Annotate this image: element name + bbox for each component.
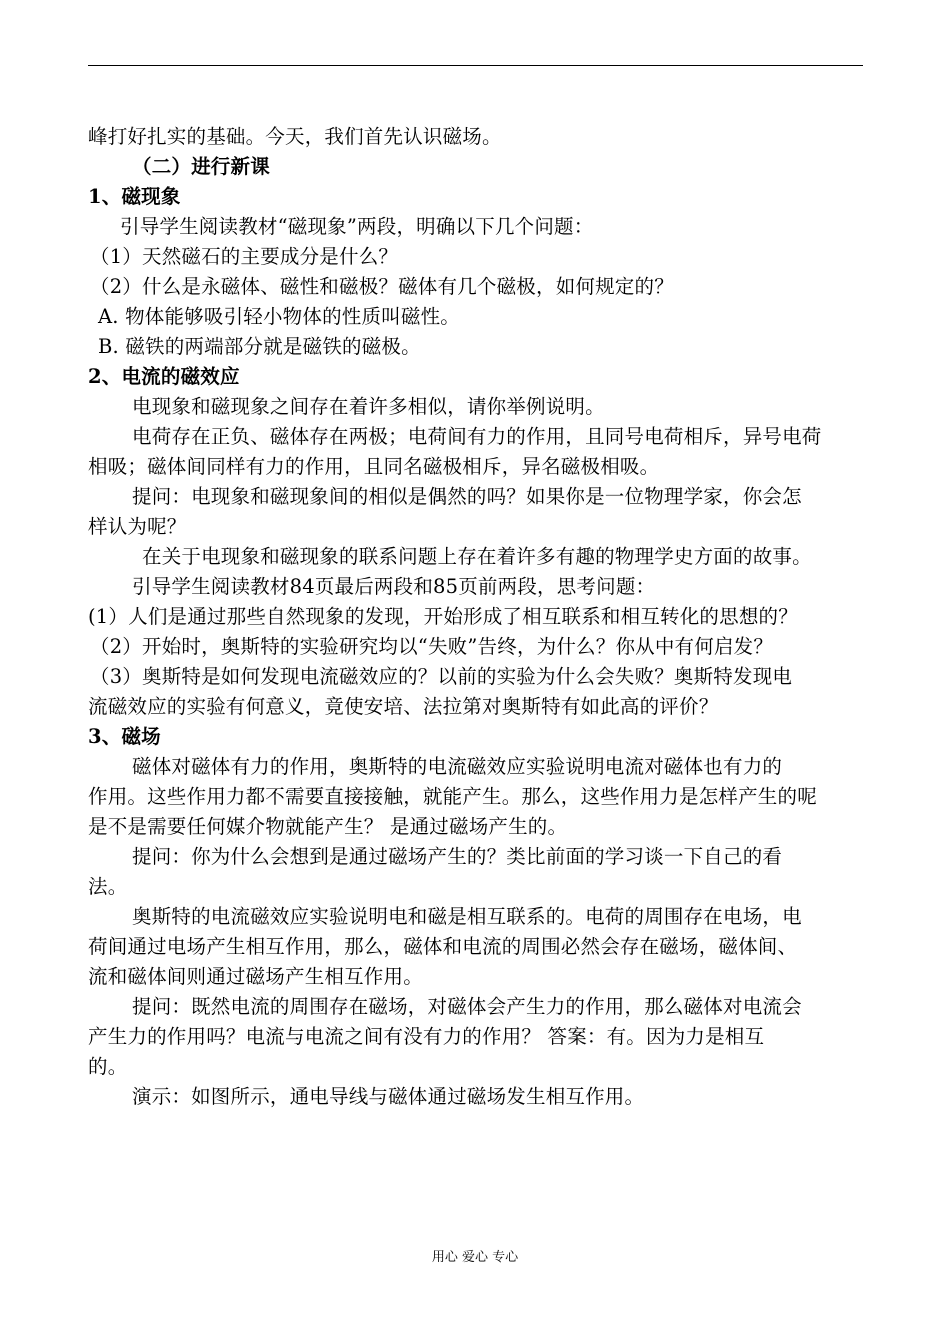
text-line: 奥斯特的电流磁效应实验说明电和磁是相互联系的。电荷的周围存在电场，电 bbox=[132, 905, 802, 928]
text-line: 提问：既然电流的周围存在磁场，对磁体会产生力的作用，那么磁体对电流会 bbox=[132, 995, 802, 1018]
text-line: 流磁效应的实验有何意义，竟使安培、法拉第对奥斯特有如此高的评价？ bbox=[88, 695, 719, 718]
text-line: （2）开始时，奥斯特的实验研究均以“失败”告终，为什么？你从中有何启发？ bbox=[90, 635, 774, 658]
text-line: （1）天然磁石的主要成分是什么？ bbox=[90, 245, 399, 268]
text-line: B. 磁铁的两端部分就是磁铁的磁极。 bbox=[98, 335, 421, 358]
text-line: 电现象和磁现象之间存在着许多相似，请你举例说明。 bbox=[132, 395, 605, 418]
text-line: 峰打好扎实的基础。今天，我们首先认识磁场。 bbox=[88, 125, 502, 148]
text-line: 相吸；磁体间同样有力的作用，且同名磁极相斥，异名磁极相吸。 bbox=[88, 455, 660, 478]
text-line: 产生力的作用吗？电流与电流之间有没有力的作用？ 答案：有。因为力是相互 bbox=[88, 1025, 765, 1048]
header-rule bbox=[88, 65, 863, 66]
section-heading: 3、磁场 bbox=[88, 725, 161, 748]
text-line: 样认为呢？ bbox=[88, 515, 187, 538]
text-line: A. 物体能够吸引轻小物体的性质叫磁性。 bbox=[98, 305, 460, 328]
text-line: 磁体对磁体有力的作用，奥斯特的电流磁效应实验说明电流对磁体也有力的 bbox=[132, 755, 783, 778]
text-line: 法。 bbox=[88, 875, 128, 898]
page-footer: 用心 爱心 专心 bbox=[431, 1250, 519, 1265]
text-line: （3）奥斯特是如何发现电流磁效应的？以前的实验为什么会失败？奥斯特发现电 bbox=[90, 665, 793, 688]
text-line: 电荷存在正负、磁体存在两极；电荷间有力的作用，且同号电荷相斥，异号电荷 bbox=[132, 425, 822, 448]
section-heading: 1、磁现象 bbox=[88, 185, 181, 208]
text-line: （2）什么是永磁体、磁性和磁极？磁体有几个磁极，如何规定的？ bbox=[90, 275, 674, 298]
text-line: 提问：电现象和磁现象间的相似是偶然的吗？如果你是一位物理学家，你会怎 bbox=[132, 485, 802, 508]
text-line: 引导学生阅读教材84页最后两段和85页前两段，思考问题： bbox=[132, 575, 656, 598]
section-heading: （二）进行新课 bbox=[132, 155, 270, 178]
text-line: 作用。这些作用力都不需要直接接触，就能产生。那么，这些作用力是怎样产生的呢 bbox=[88, 785, 817, 808]
text-line: 是不是需要任何媒介物就能产生？ 是通过磁场产生的。 bbox=[88, 815, 568, 838]
section-heading: 2、电流的磁效应 bbox=[88, 365, 240, 388]
text-line: 引导学生阅读教材“磁现象”两段，明确以下几个问题： bbox=[120, 215, 594, 238]
text-line: 演示：如图所示，通电导线与磁体通过磁场发生相互作用。 bbox=[132, 1085, 645, 1108]
text-line: 的。 bbox=[88, 1055, 128, 1078]
text-line: 提问：你为什么会想到是通过磁场产生的？类比前面的学习谈一下自己的看 bbox=[132, 845, 783, 868]
text-line: 荷间通过电场产生相互作用，那么，磁体和电流的周围必然会存在磁场，磁体间、 bbox=[88, 935, 798, 958]
text-line: 流和磁体间则通过磁场产生相互作用。 bbox=[88, 965, 423, 988]
text-line: 在关于电现象和磁现象的联系问题上存在着许多有趣的物理学史方面的故事。 bbox=[142, 545, 812, 568]
text-line: (1）人们是通过那些自然现象的发现，开始形成了相互联系和相互转化的思想的？ bbox=[88, 605, 798, 628]
